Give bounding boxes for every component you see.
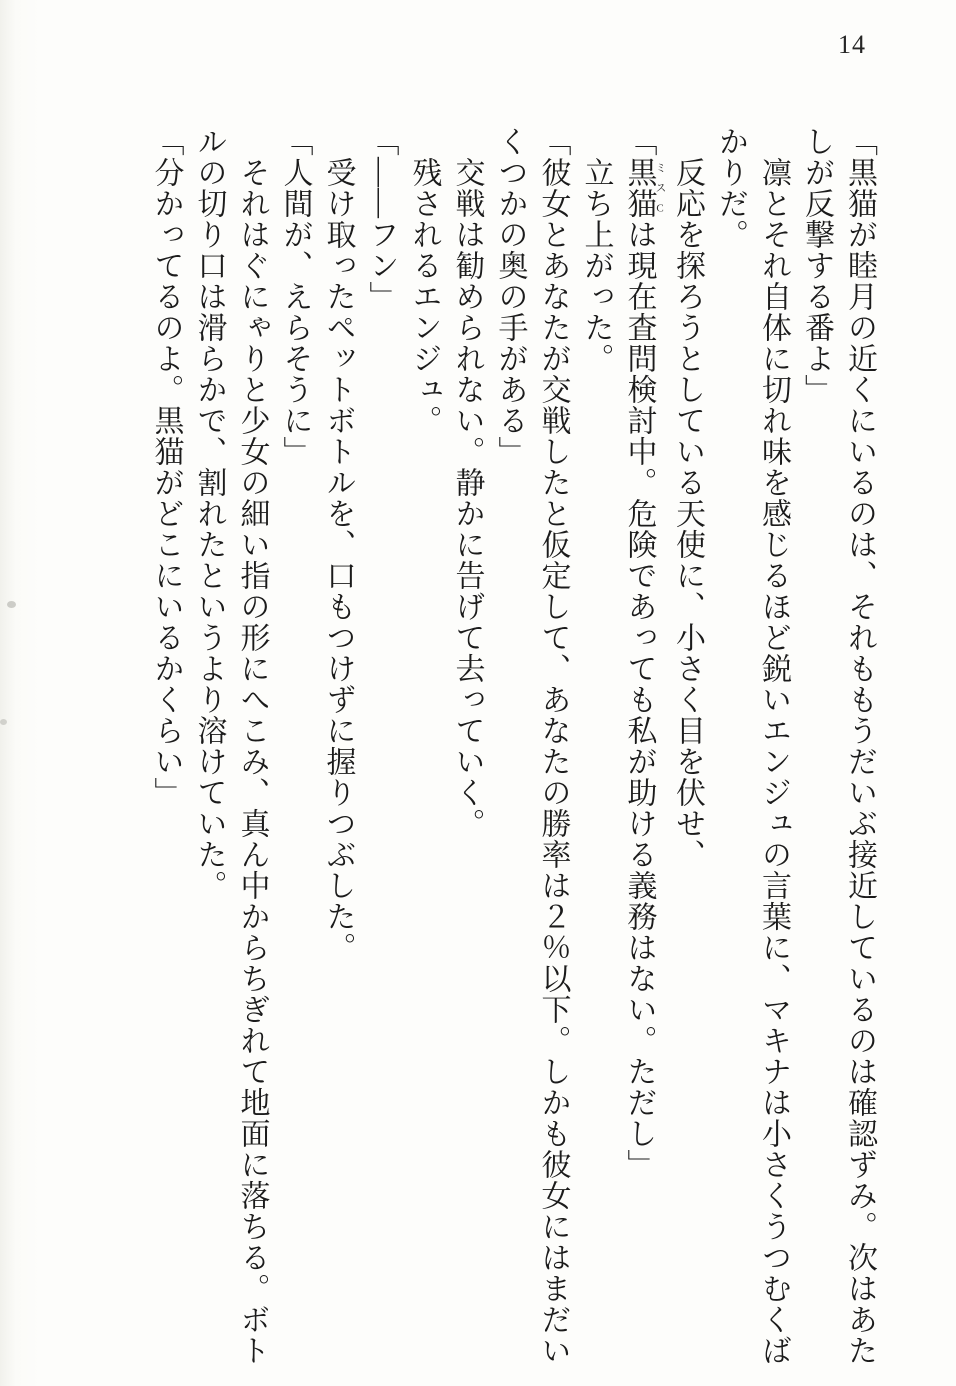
paragraph: 「人間が、えらそうに」: [278, 126, 312, 467]
paragraph: 「分かってるのよ。黒猫がどこにいるかくらい」: [149, 126, 183, 808]
vertical-text-block: [121, 126, 881, 1368]
paragraph: 「黒猫ミスCは現在査問検討中。危険であっても私が助ける義務はない。ただし」: [622, 126, 666, 1180]
paragraph: 残されるエンジュ。: [407, 157, 441, 436]
scan-speck: [0, 719, 7, 725]
paragraph: 交戦は勧められない。静かに告げて去っていく。: [450, 157, 484, 839]
paragraph: それはぐにゃりと少女の細い指の形にへこみ、真ん中からちぎれて地面に落ちる。ボトルの切り口は滑らかで、割れたというより溶けていた。: [192, 126, 269, 1366]
paragraph: 「彼女とあなたが交戦したと仮定して、あなたの勝率は２％以下。しかも彼女にはまだいくつかの奥の手がある」: [493, 126, 570, 1366]
paragraph: 反応を探ろうとしている天使に、小さく目を伏せ、: [671, 157, 704, 870]
scan-speck: [7, 601, 16, 608]
paragraph: 凛とそれ自体に切れ味を感じるほど鋭いエンジュの言葉に、マキナは小さくうつむくばかりだ。: [714, 126, 790, 1366]
paragraph: 立ち上がった。: [579, 157, 613, 374]
paragraph: 「黒猫が睦月の近くにいるのは、それももうだいぶ接近しているのは確認ずみ。次はあたしが反撃する番よ」: [800, 126, 876, 1366]
page-number: 14: [838, 30, 866, 59]
ruby-annotated-word: 黒猫ミスC: [622, 157, 666, 219]
paragraph: 「――フン」: [364, 126, 398, 312]
paragraph: 受け取ったペットボトルを、口もつけずに握りつぶした。: [321, 157, 355, 963]
furigana: ミスC: [654, 157, 666, 219]
